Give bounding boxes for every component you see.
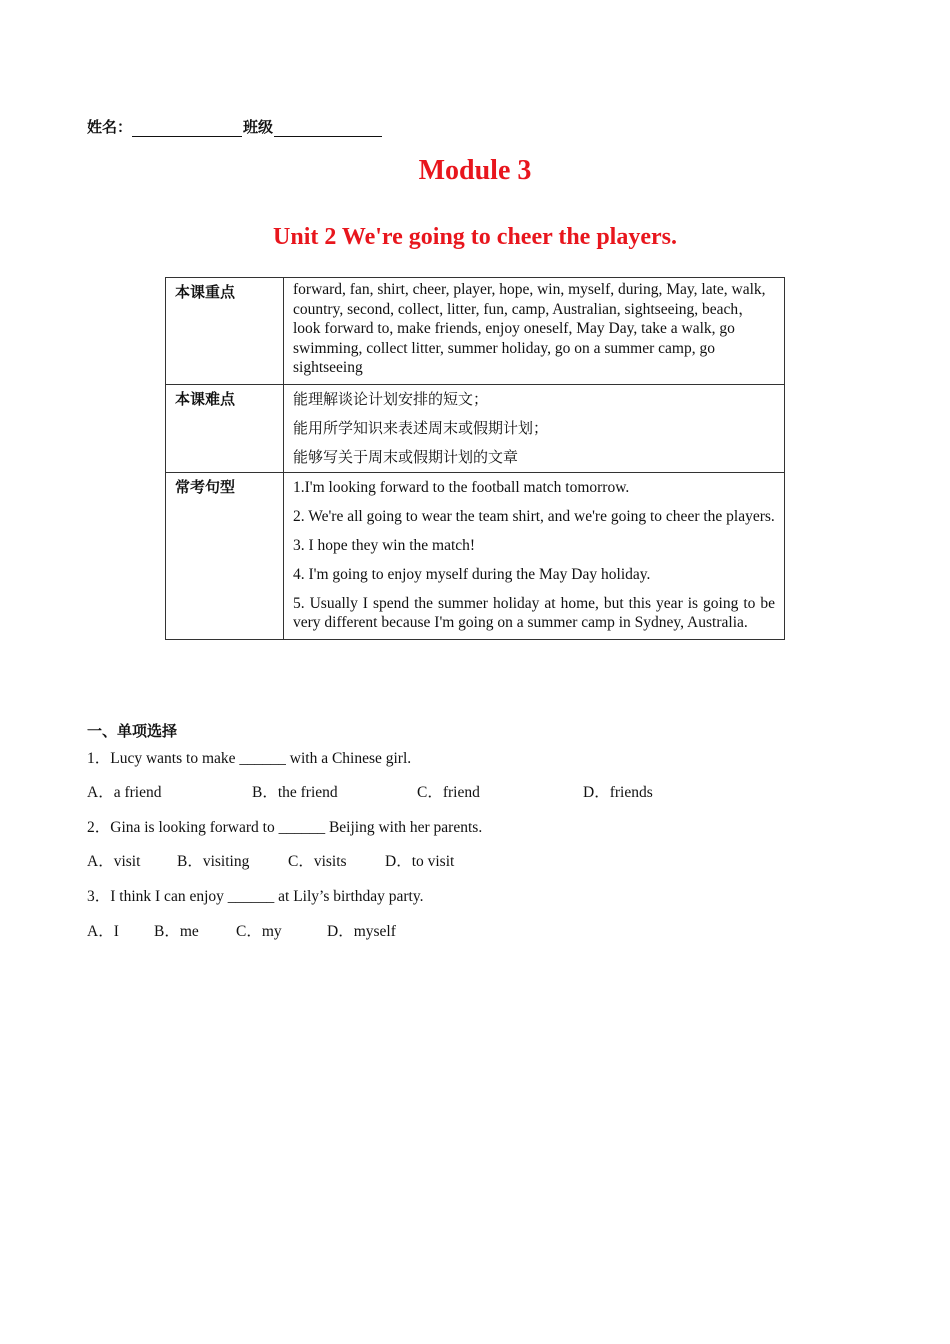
option-c[interactable]: C．visits: [288, 853, 347, 870]
student-info-line: [87, 116, 382, 137]
unit-title: Unit 2 We're going to cheer the players.: [273, 224, 677, 250]
name-label: 姓名：: [87, 118, 133, 136]
sentences-label: 常考句型: [166, 472, 284, 639]
option-d[interactable]: D．myself: [327, 923, 396, 940]
class-blank[interactable]: [274, 120, 382, 137]
option-b[interactable]: B．the friend: [252, 784, 338, 801]
question-stem: 2．Gina is looking forward to ______ Beijing with her parents.: [87, 819, 483, 836]
sentence-item: 2. We're all going to wear the team shirt, and we're going to cheer the players.: [293, 507, 775, 525]
option-a[interactable]: A．visit: [87, 853, 141, 870]
difficulties-label: 本课难点: [166, 384, 284, 472]
sentence-item: 1.I'm looking forward to the football match tomorrow.: [293, 478, 630, 496]
key-points-text: forward, fan, shirt, cheer, player, hope, win, myself, during, May, late, walk, country, second, collect, litter, fun, camp, Australian, sightseeing, beach，look forward to, make friends, enjoy oneself, May Day, take a walk, go swimming, collect litter, summer holiday, go on a summer camp, go sightseeing: [284, 278, 785, 385]
option-a[interactable]: A．I: [87, 923, 119, 940]
option-d[interactable]: D．friends: [583, 784, 653, 801]
option-c[interactable]: C．my: [236, 923, 282, 940]
difficulty-item: 能够写关于周末或假期计划的文章: [293, 447, 519, 466]
option-a[interactable]: A．a friend: [87, 784, 162, 801]
sentence-item: 4. I'm going to enjoy myself during the May Day holiday.: [293, 565, 651, 583]
option-b[interactable]: B．visiting: [177, 853, 250, 870]
key-points-label: 本课重点: [166, 278, 284, 385]
difficulties-row: [166, 384, 785, 472]
key-points-row: [166, 278, 785, 385]
question-stem: 3．I think I can enjoy ______ at Lily’s birthday party.: [87, 888, 424, 905]
option-d[interactable]: D．to visit: [385, 853, 455, 870]
name-blank[interactable]: [132, 120, 242, 137]
difficulties-cell: [284, 384, 785, 472]
lesson-summary-table: [165, 277, 785, 640]
option-b[interactable]: B．me: [154, 923, 199, 940]
sentences-cell: [284, 472, 785, 639]
sentence-item: 3. I hope they win the match!: [293, 536, 476, 554]
class-label: 班级: [243, 118, 274, 136]
option-c[interactable]: C．friend: [417, 784, 480, 801]
question-stem: 1．Lucy wants to make ______ with a Chinese girl.: [87, 750, 412, 767]
module-title: Module 3: [418, 155, 532, 186]
difficulty-item: 能用所学知识来表述周末或假期计划；: [293, 418, 549, 437]
section-title: 一、单项选择: [87, 722, 178, 740]
difficulty-item: 能理解谈论计划安排的短文；: [293, 389, 489, 408]
sentence-item: 5. Usually I spend the summer holiday at home, but this year is going to be very different because I'm going on a summer camp in Sydney, Australia.: [293, 594, 775, 631]
sentences-row: [166, 472, 785, 639]
